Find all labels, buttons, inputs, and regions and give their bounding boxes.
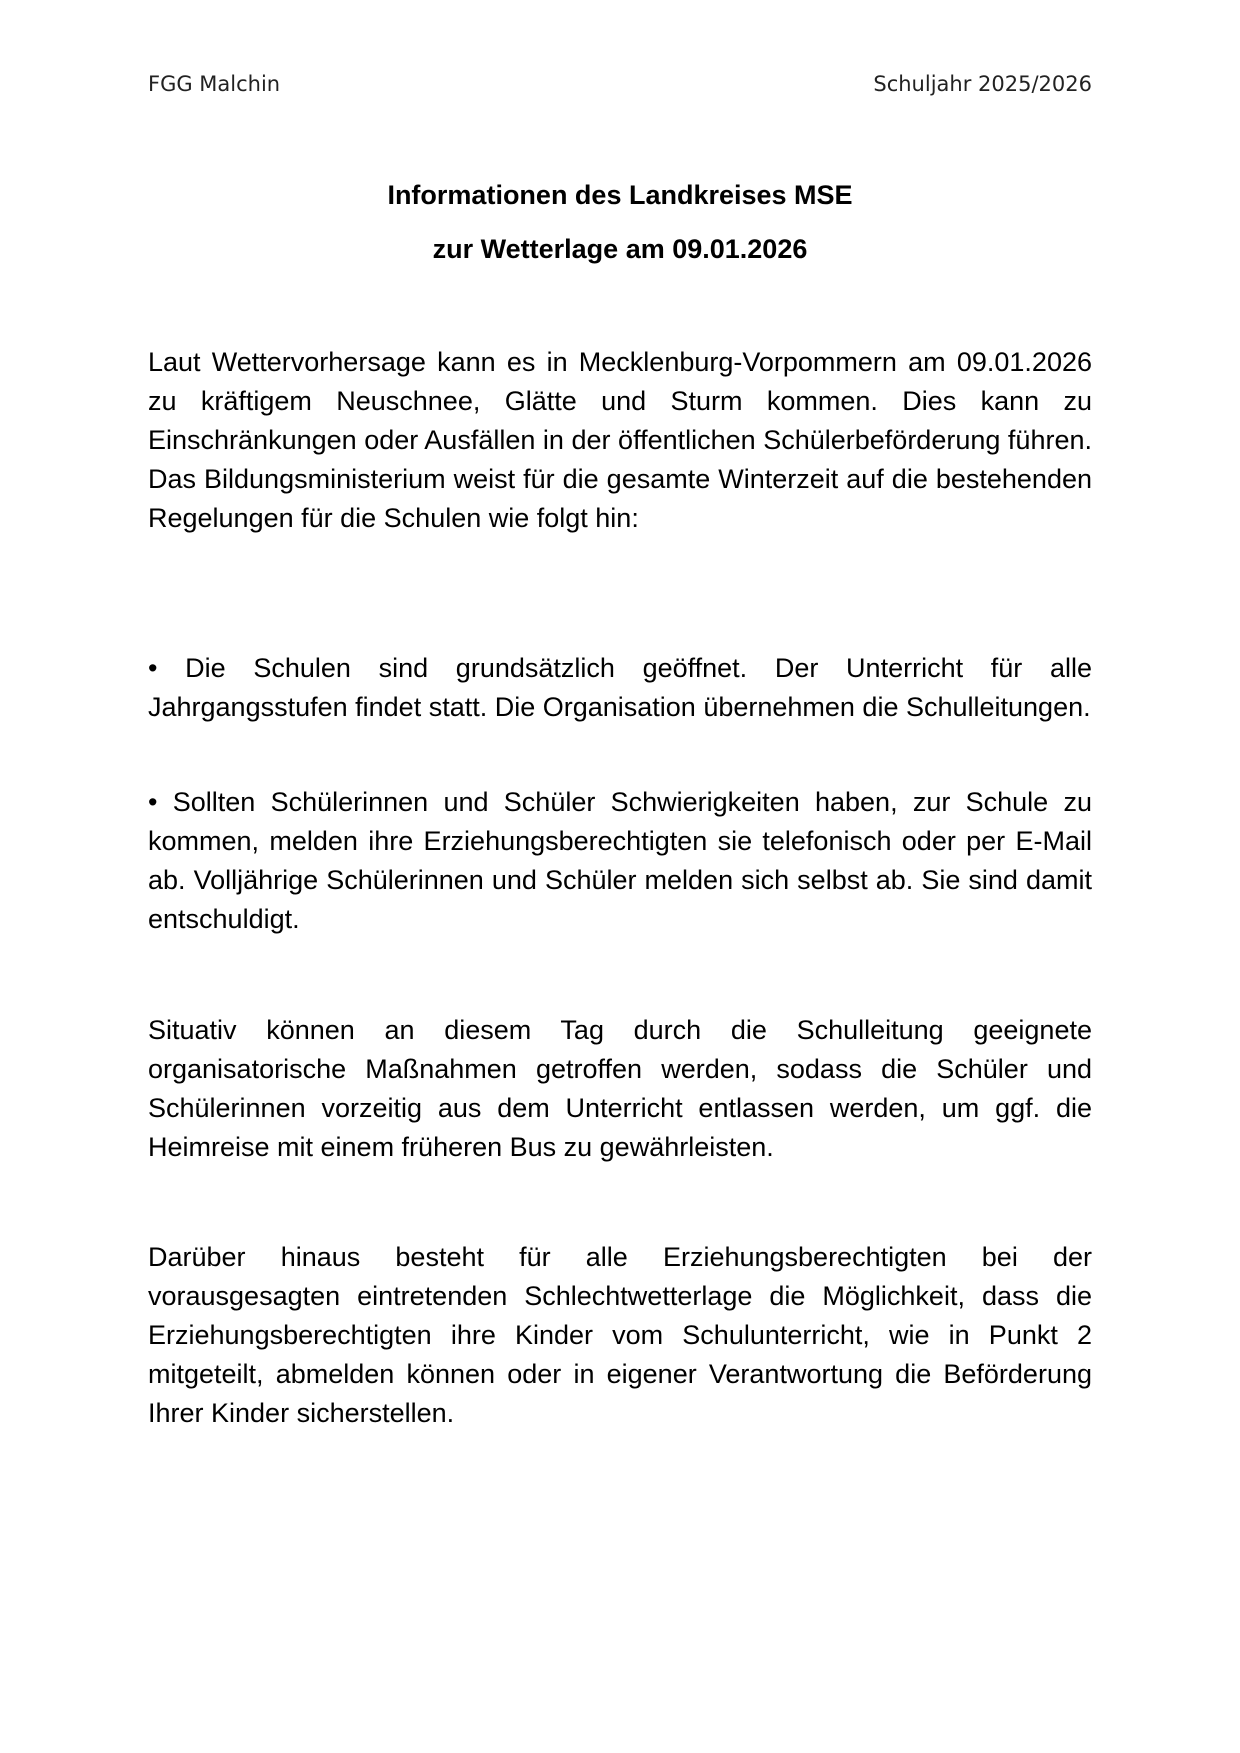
parental-option-paragraph: Darüber hinaus besteht für alle Erziehungsberechtigten bei der vorausgesagten eintretenden Schlechtwetterlage die Möglichkeit, dass die Erziehungsberechtigten ihre Kinder vom Schulunterricht, wie in Punkt 2 mitgeteilt, abmelden können oder in eigener Verantwortung die Beförderung Ihrer Kinder sicherstellen. xyxy=(148,1242,1092,1428)
document-title-line-1: Informationen des Landkreises MSE xyxy=(387,180,853,210)
header-school-name: FGG Malchin xyxy=(148,72,281,96)
header-school-year: Schuljahr 2025/2026 xyxy=(873,72,1092,96)
bullet-item-schools-open: • Die Schulen sind grundsätzlich geöffnet. Der Unterricht für alle Jahrgangsstufen findet statt. Die Organisation übernehmen die Schulleitungen. xyxy=(148,653,1092,722)
early-dismissal-paragraph: Situativ können an diesem Tag durch die Schulleitung geeignete organisatorische Maßnahmen getroffen werden, sodass die Schüler und Schülerinnen vorzeitig aus dem Unterricht entlassen werden, um ggf. die Heimreise mit einem früheren Bus zu gewährleisten. xyxy=(148,1015,1092,1162)
document-title-line-2: zur Wetterlage am 09.01.2026 xyxy=(432,234,808,264)
bullet-item-absence-notice: • Sollten Schülerinnen und Schüler Schwierigkeiten haben, zur Schule zu kommen, melden ihre Erziehungsberechtigten sie telefonisch oder per E-Mail ab. Volljährige Schülerinnen und Schüler melden sich selbst ab. Sie sind damit entschuldigt. xyxy=(148,787,1092,934)
intro-paragraph: Laut Wettervorhersage kann es in Mecklenburg-Vorpommern am 09.01.2026 zu kräftigem Neuschnee, Glätte und Sturm kommen. Dies kann zu Einschränkungen oder Ausfällen in der öffentlichen Schülerbeförderung führen. Das Bildungsministerium weist für die gesamte Winterzeit auf die bestehenden Regelungen für die Schulen wie folgt hin: xyxy=(148,347,1092,533)
